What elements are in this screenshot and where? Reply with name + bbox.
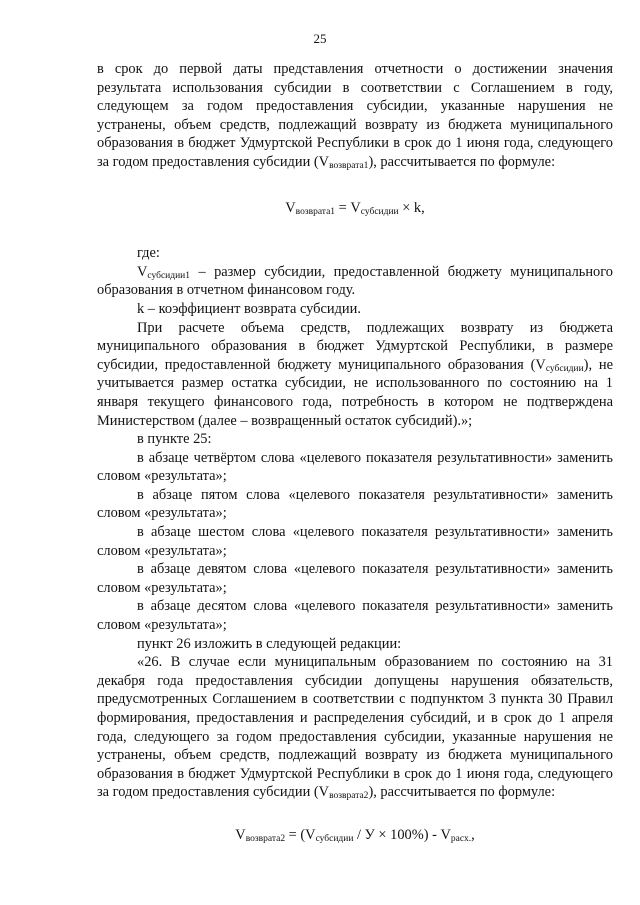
formula-2: $V_{возврата2} = (V_{субсидии} / У \times 100\%) - V_{расх.}$, — [235, 826, 475, 844]
paragraph-7: в абзаце девятом слова «целевого показателя результативности» заменить словом «результата»; — [97, 561, 613, 596]
paragraph-6: в абзаце шестом слова «целевого показателя результативности» заменить словом «результата»; — [97, 524, 613, 559]
definition-v-subsidy: $V_{субсидии1}$ – размер субсидии, предоставленной бюджету муниципального образования в отчетном финансовом году. — [97, 263, 613, 299]
document-body — [97, 60, 613, 845]
paragraph-4: в абзаце четвёртом слова «целевого показателя результативности» заменить словом «результата»; — [97, 449, 613, 485]
paragraph-10: «26. В случае если муниципальным образованием по состоянию на 31 декабря года предоставления субсидии допущены нарушения обязательств, предусмотренных Соглашением в соответствии с подпунктом 3 пункта 30 Правил формирования, предоставления и распределения субсидий, и в срок до 1 апреля года, следующего за годом предоставления субсидии, указанные нарушения не устранены, объем средств, подлежащий возврату из бюджета муниципального образования в бюджет Удмуртской Республики в срок до 1 июня года, следующего за годом предоставления субсидии $(V_{возврата2})$, рассчитывается по формуле: — [97, 654, 613, 802]
page-number: 25 — [313, 31, 327, 46]
paragraph-5: в абзаце пятом слова «целевого показателя результативности» заменить словом «результата»; — [97, 486, 613, 522]
where-label: где: — [137, 245, 160, 262]
paragraph-1: в срок до первой даты представления отчетности о достижении значения результата использования субсидии в соответствии с Соглашением в году, следующем за годом предоставления субсидии, указанные нарушения не устранены, объем средств, подлежащий возврату из бюджета муниципального образования в бюджет Удмуртской Республики в срок до 1 июня года, следующего за годом предоставления субсидии $(V_{возврата1})$, рассчитывается по формуле: — [97, 61, 613, 171]
paragraph-2: При расчете объема средств, подлежащих возврату из бюджета муниципального образования в бюджет Удмуртской Республики, в размере субсидии, предоставленной бюджету муниципального образования $(V_{субсидии})$, не учитывается размер остатка субсидии, не использованного по состоянию на 1 января текущего финансового года, потребность в котором не подтверждена Министерством (далее – возвращенный остаток субсидий).»; — [97, 319, 614, 429]
paragraph-8: в абзаце десятом слова «целевого показателя результативности» заменить словом «результата»; — [97, 598, 613, 634]
definition-k: k – коэффициент возврата субсидии. — [137, 300, 361, 317]
paragraph-9: пункт 26 изложить в следующей редакции: — [137, 635, 402, 652]
paragraph-3: в пункте 25: — [137, 431, 212, 448]
formula-1: $V_{возврата1} = V_{субсидии} \times k$, — [285, 199, 425, 217]
